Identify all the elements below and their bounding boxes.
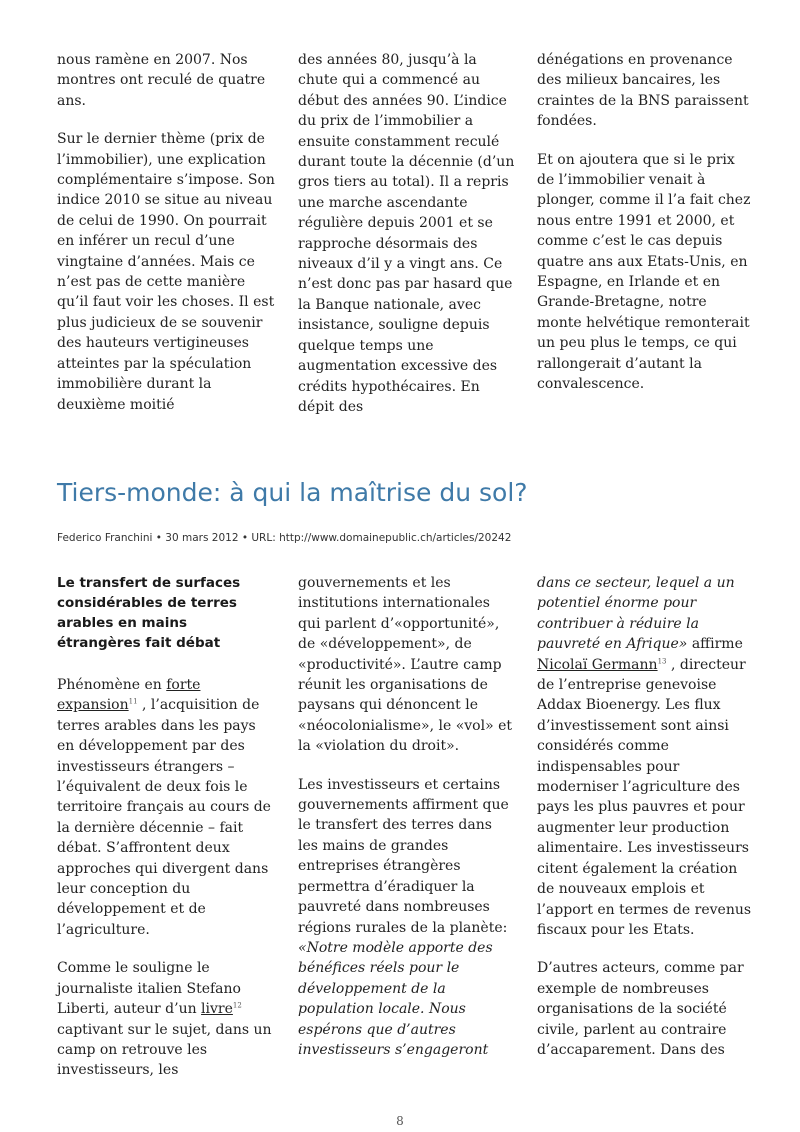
link-forte-expansion[interactable]: forte expansion [57,677,201,714]
footnote-ref[interactable]: 12 [232,1001,242,1010]
text: Les investisseurs et certains gouvernements affirment que le transfert des terres dans les mains de grandes entreprises étrangères permettra d’éradiquer la pauvreté dans nombreuses régions rurales de la planète: [298,776,509,936]
text: , directeur de l’entreprise genevoise Addax Bioenergy. Les flux d’investissement sont ainsi considérés comme indispensables pour moderniser l’agriculture des pays les plus pauvres et pour augmenter leur production alimentaire. Les investisseurs citent également la création de nouveaux emplois et l’apport en termes de revenus fiscaux pour les Etats. [537,656,752,938]
paragraph [57,958,275,1080]
article-lead: Le transfert de surfaces considérables de terres arables en mains étrangères fait débat [57,575,241,651]
quote: «Notre modèle apporte des bénéfices réels pour le développement de la population locale. Nous espérons que d’autres investisseurs s’engageront [298,939,493,1058]
paragraph [57,675,275,940]
top-column-2 [298,50,516,435]
link-livre[interactable]: livre [201,1001,233,1018]
paragraph [537,573,755,940]
text: affirme [687,636,743,653]
paragraph [298,775,516,1061]
text: Comme le souligne le journaliste italien Stefano Liberti, auteur d’un [57,960,241,1018]
paragraph: D’autres acteurs, comme par exemple de nombreuses organisations de la société civile, parlent au contraire d’accaparement. Dans des [537,960,744,1058]
article-column-3 [537,573,755,1078]
link-nicolai-germann[interactable]: Nicolaï Germann [537,656,658,673]
top-column-3 [537,50,755,413]
article-column-2 [298,573,516,1078]
top-column-1 [57,50,275,433]
article-byline: Federico Franchini • 30 mars 2012 • URL: http://www.domainepublic.ch/articles/20242 [57,532,512,544]
text: captivant sur le sujet, dans un camp on retrouve les investisseurs, les [57,1021,272,1079]
page-number: 8 [396,1114,404,1128]
paragraph: des années 80, jusqu’à la chute qui a commencé au début des années 90. L’indice du prix de l’immobilier a ensuite constamment reculé durant toute la décennie (d’un gros tiers au total). Il a repris une marche ascendante régulière depuis 2001 et se rapproche désormais des niveaux d’il y a vingt ans. Ce n’est donc pas par hasard que la Banque nationale, avec insistance, souligne depuis quelque temps une augmentation excessive des crédits hypothécaires. En dépit des [298,52,515,415]
footnote-ref[interactable]: 13 [657,656,667,665]
paragraph: gouvernements et les institutions internationales qui parlent d’«opportunité», de «développement», de «productivité». L’autre camp réunit les organisations de paysans qui dénoncent le «néocolonialisme», le «vol» et la «violation du droit». [298,575,512,755]
paragraph: nous ramène en 2007. Nos montres ont reculé de quatre ans. [57,52,266,109]
paragraph: Sur le dernier thème (prix de l’immobilier), une explication complémentaire s’impose. Son indice 2010 se situe au niveau de celui de 1990. On pourrait en inférer un recul d’une vingtaine d’années. Mais ce n’est pas de cette manière qu’il faut voir les choses. Il est plus judicieux de se souvenir des hauteurs vertigineuses atteintes par la spéculation immobilière durant la deuxième moitié [57,131,275,413]
quote: dans ce secteur, lequel a un potentiel énorme pour contribuer à réduire la pauvreté en Afrique» [537,575,735,653]
text: Phénomène en [57,677,167,693]
article-title: Tiers-monde: à qui la maîtrise du sol? [57,478,528,507]
article-column-1 [57,573,275,1099]
paragraph: Et on ajoutera que si le prix de l’immobilier venait à plonger, comme il l’a fait chez nous entre 1991 et 2000, et comme c’est le cas depuis quatre ans aux Etats-Unis, en Espagne, en Irlande et en Grande-Bretagne, notre monte helvétique remonterait un peu plus le temps, ce qui rallongerait d’autant la convalescence. [537,151,751,393]
text: , l’acquisition de terres arables dans les pays en développement par des investisseurs étrangers – l’équivalent de deux fois le territoire français au cours de la dernière décennie – fait débat. S’affrontent deux approches qui divergent dans leur conception du développement et de l’agriculture. [57,697,271,938]
paragraph: dénégations en provenance des milieux bancaires, les craintes de la BNS paraissent fondées. [537,52,749,130]
footnote-ref[interactable]: 11 [128,697,138,706]
